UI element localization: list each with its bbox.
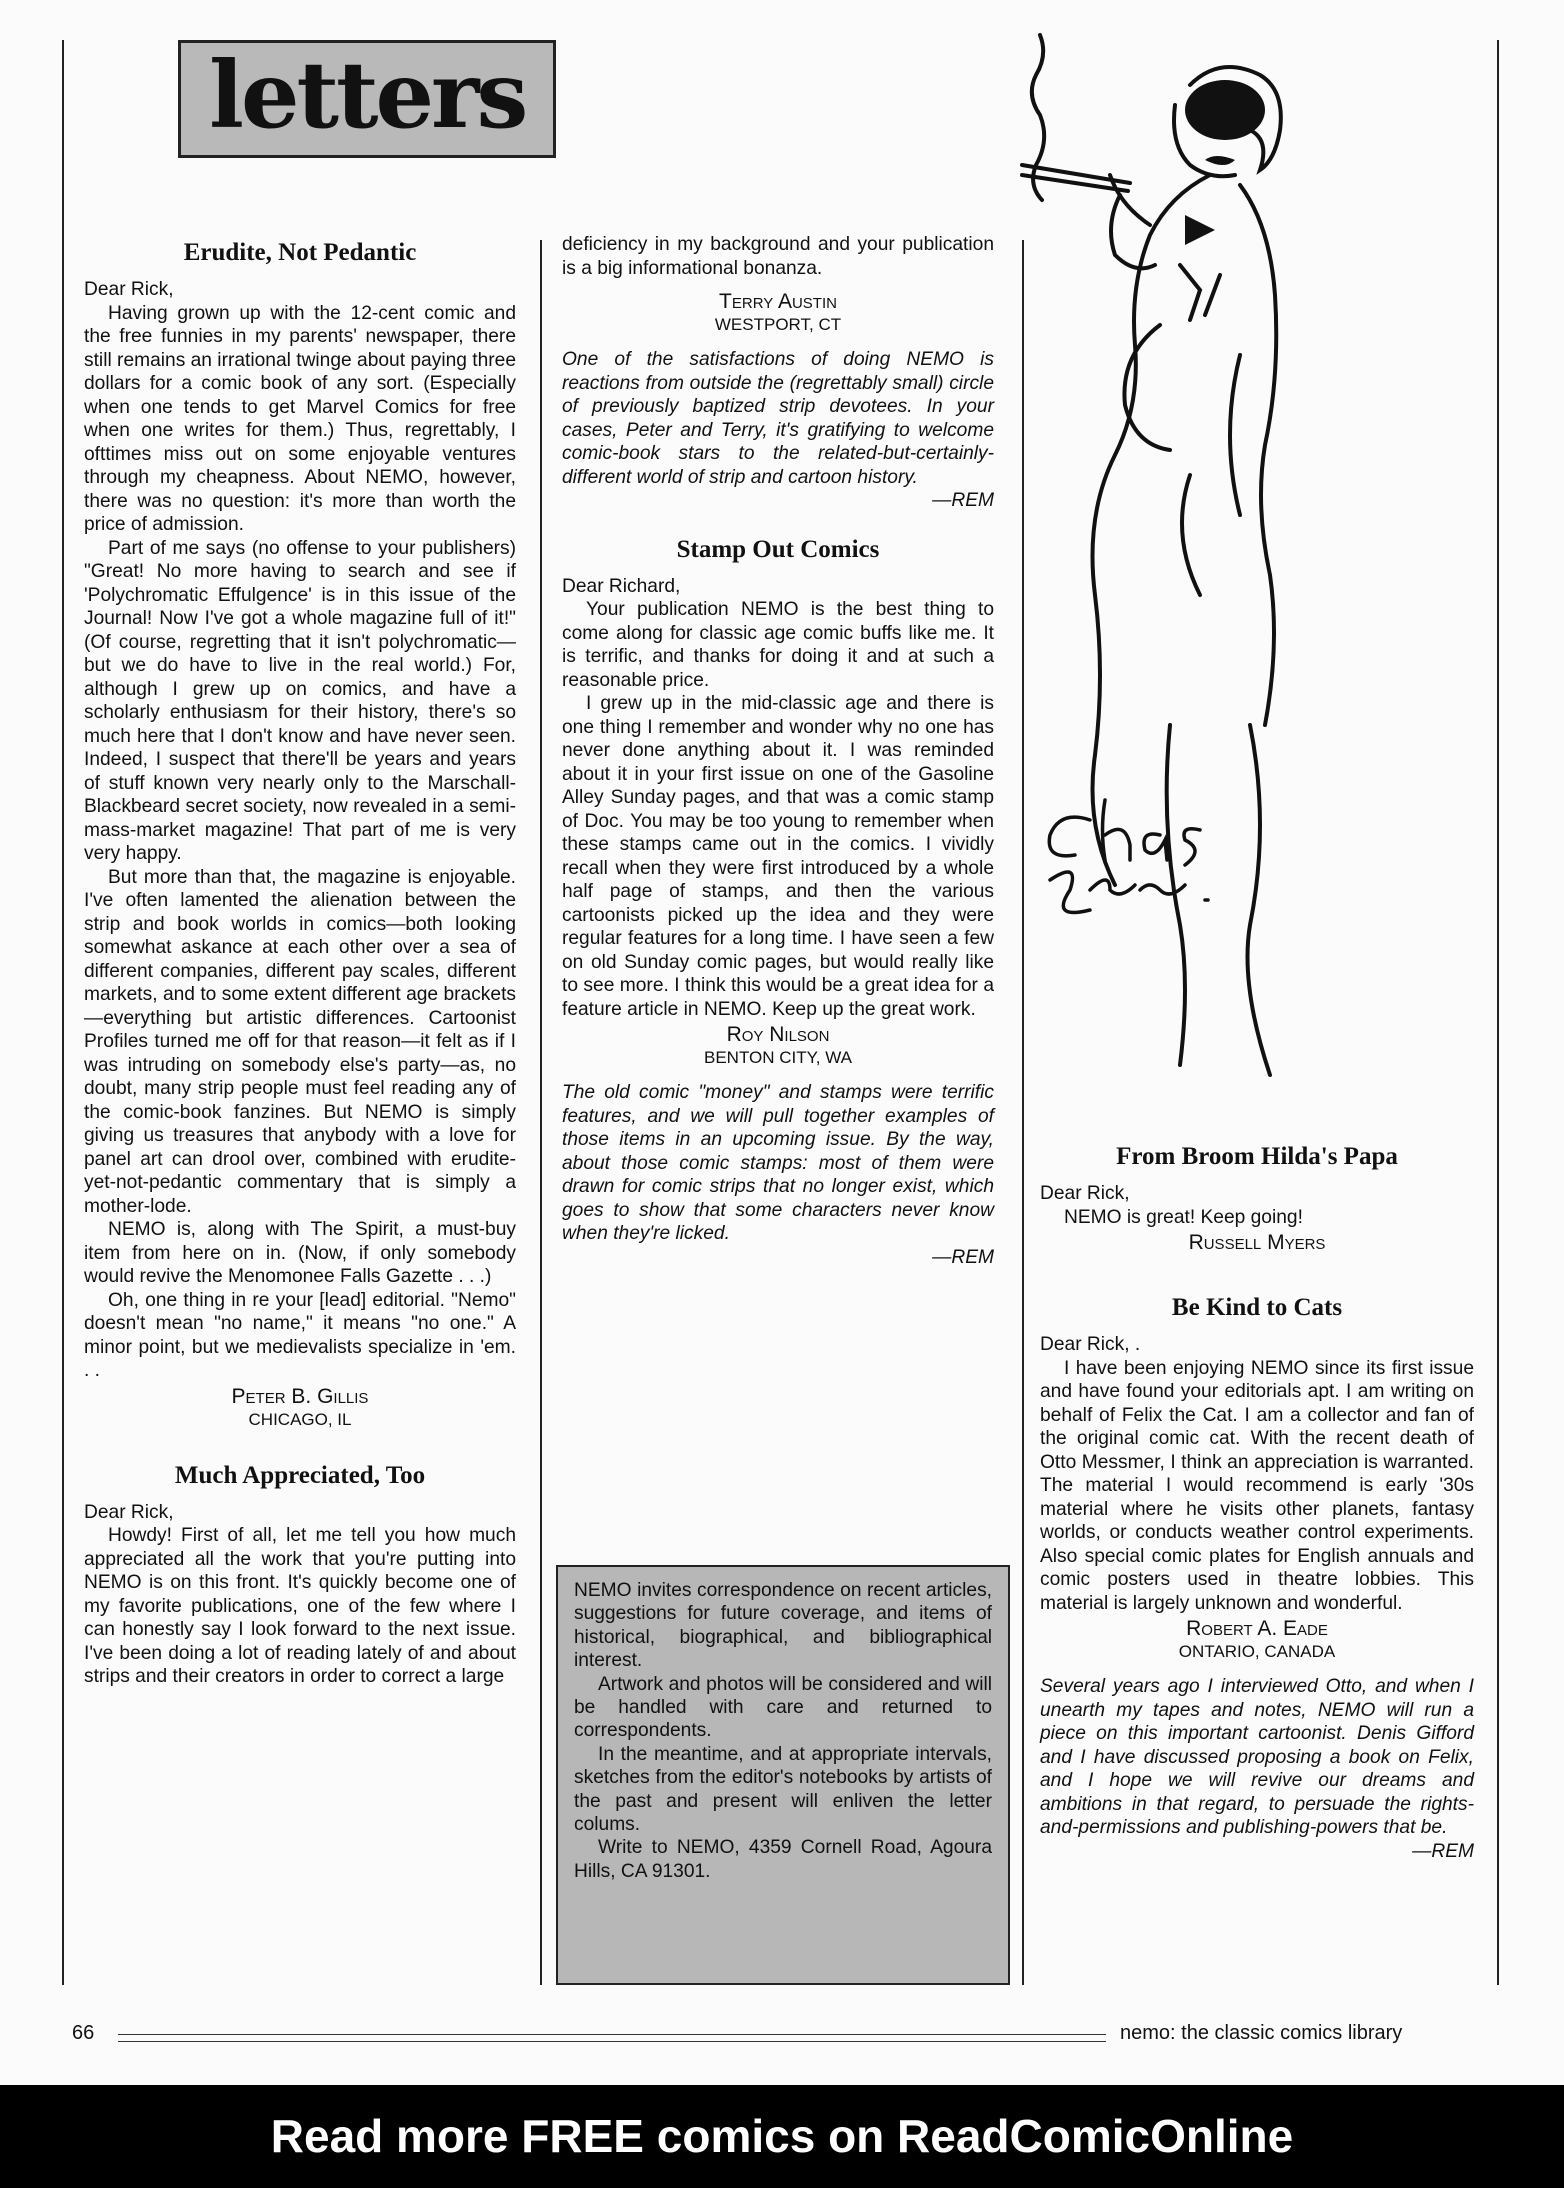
paragraph: NEMO is, along with The Spirit, a must-buy item from here on in. (Now, if only somebody would revive the Menomonee Falls Gazette . . .): [84, 1219, 516, 1287]
letter-heading: Stamp Out Comics: [676, 535, 880, 563]
paragraph: Part of me says (no offense to your publishers) "Great! No more having to search and see if 'Polychromatic Effulgence' is in this issue of the Journal! Now I've got a whole magazine full of it!" (Of course, regretting that it isn't polychromatic—but we do have to live in the real world.) For, although I grew up on comics, and have a scholarly enthusiasm for their history, there's so much here that I don't know and have never seen. Indeed, I suspect that there'll be years and years of stuff known very nearly only to the Marschall-Blackbeard secret society, now revealed in a semi-mass-market magazine! That part of me is very very happy.: [84, 537, 516, 864]
column-1: [84, 238, 516, 1689]
paragraph: Having grown up with the 12-cent comic and the free funnies in my parents' newspaper, there still remains an irrational twinge about paying three dollars for a comic book of any sort. (Especially when one tends to get Marvel Comics for free when one writes for them.) Thus, regrettably, I ofttimes miss out on some enjoyable ventures through my cheapness. About NEMO, however, there was no question: it's more than worth the price of admission.: [84, 302, 516, 535]
editor-reply: One of the satisfactions of doing NEMO is reactions from outside the (regrettably small) circle of previously baptized strip devotees. In your cases, Peter and Terry, it's gratifying to welcome comic-book stars to the related-but-certainly-different world of strip and cartoon history.: [562, 349, 994, 488]
location: WESTPORT, CT: [714, 315, 842, 334]
artist-signature-scribble: [1030, 790, 1230, 930]
signature: Russell Myers: [1188, 1231, 1326, 1254]
letter-heading: From Broom Hilda's Papa: [1116, 1143, 1398, 1170]
salutation: Dear Rick,: [1040, 1183, 1130, 1204]
column-3: [1040, 1142, 1474, 1863]
notice-paragraph: In the meantime, and at appropriate intervals, sketches from the editor's notebooks by artists of the past and present will enliven the letter colums.: [574, 1743, 992, 1836]
footer-rule: [118, 2034, 1106, 2042]
signature: Robert A. Eade: [1186, 1617, 1328, 1640]
location: ONTARIO, CANADA: [1178, 1642, 1336, 1661]
letters-masthead: [178, 40, 556, 158]
paragraph: I grew up in the mid-classic age and there is one thing I remember and wonder why no one has never done anything about it. I was reminded about it in your first issue on one of the Gasoline Alley Sunday pages, and that was a comic stamp of Doc. You may be too young to remember when these stamps came out in the comics. I vividly recall when they were first introduced by a whole half page of stamps, and then the various cartoonists picked up the idea and they were regular features for a long time. I have seen a few on old Sunday comic pages, but would really like to see more. I think this would be a great idea for a feature article in NEMO. Keep up the great work.: [562, 693, 994, 1020]
right-margin-rule: [1497, 40, 1499, 1985]
paragraph: NEMO is great! Keep going!: [1064, 1206, 1303, 1228]
column-2: [562, 233, 994, 1269]
signature: Roy Nilson: [726, 1023, 830, 1046]
salutation: Dear Richard,: [562, 575, 681, 597]
notice-paragraph: Artwork and photos will be considered and will be handled with care and returned to correspondents.: [574, 1673, 992, 1742]
letter-heading: Much Appreciated, Too: [174, 1461, 426, 1489]
signature: Peter B. Gillis: [231, 1384, 369, 1408]
left-margin-rule: [62, 40, 64, 1985]
signature: Terry Austin: [719, 290, 837, 313]
letter-heading: Be Kind to Cats: [1171, 1294, 1343, 1321]
salutation: Dear Rick, .: [1040, 1334, 1141, 1355]
paragraph: But more than that, the magazine is enjoyable. I've often lamented the alienation between the strip and book worlds in comics—both looking somewhat askance at each other over a sea of different companies, different pay scales, different markets, and to some extent different age brackets—everything but artistic differences. Cartoonist Profiles turned me off for that reason—it felt as if I was intruding on somebody else's party—as, no doubt, many strip people must feel reading any of the comic-book fanzines. But NEMO is simply giving us treasures that anybody with a love for panel art can drool over, combined with erudite-yet-not-pedantic commentary that is simply a mother-lode.: [84, 866, 516, 1217]
notice-paragraph: NEMO invites correspondence on recent articles, suggestions for future coverage, and items of historical, biographical, and bibliographical interest.: [574, 1580, 992, 1672]
paragraph-continuation: deficiency in my background and your publication is a big informational bonanza.: [562, 234, 994, 279]
paragraph: Howdy! First of all, let me tell you how much appreciated all the work that you're putting into NEMO is on this front. It's quickly become one of my favorite publications, one of the few where I can honestly say I look forward to the next issue. I've been doing a lot of reading lately of and about strips and their creators in order to correct a large: [84, 1525, 516, 1687]
editor-sign: —REM: [1412, 1840, 1474, 1862]
masthead-title: letters: [209, 41, 526, 149]
location: CHICAGO, IL: [248, 1409, 352, 1429]
page-number: 66: [72, 2022, 95, 2044]
editor-sign: —REM: [932, 1246, 994, 1268]
promo-banner-text[interactable]: Read more FREE comics on ReadComicOnline: [270, 2110, 1294, 2162]
editor-sign: —REM: [932, 490, 994, 511]
letter-heading: Erudite, Not Pedantic: [183, 239, 417, 266]
editor-reply: The old comic "money" and stamps were terrific features, and we will pull together examples of those items in an upcoming issue. By the way, about those comic stamps: most of them were drawn for comic strips that no longer exist, which goes to show that some characters never know when they're licked.: [562, 1082, 994, 1244]
paragraph: I have been enjoying NEMO since its first issue and have found your editorials apt. I am writing on behalf of Felix the Cat. I am a collector and fan of the original comic cat. With the recent death of Otto Messmer, I think an appreciation is warranted. The material I would recommend is early '30s material where he visits other planets, fantasy worlds, or conducts weather control experiments. Also special comic plates for English annuals and comic posters used in theatre lobbies. This material is largely unknown and wonderful.: [1040, 1357, 1474, 1614]
paragraph: Oh, one thing in re your [lead] editorial. "Nemo" doesn't mean "no name," it means "no one." A minor point, but we medievalists specialize in 'em. . .: [84, 1289, 516, 1381]
paragraph: Your publication NEMO is the best thing to come along for classic age comic buffs like me. It is terrific, and thanks for doing it and at such a reasonable price.: [562, 599, 994, 691]
salutation: Dear Rick,: [84, 1501, 174, 1523]
correspondence-notice-box: [556, 1565, 1010, 1985]
location: BENTON CITY, WA: [704, 1048, 852, 1067]
salutation: Dear Rick,: [84, 279, 174, 300]
running-title: nemo: the classic comics library: [1120, 2022, 1403, 2044]
editor-reply: Several years ago I interviewed Otto, and when I unearth my tapes and notes, NEMO will run a piece on this important cartoonist. Denis Gifford and I have discussed proposing a book on Felix, and I hope we will revive our dreams and ambitions in that regard, to persuade the rights-and-permissions and publishing-powers that be.: [1040, 1676, 1474, 1838]
promo-banner[interactable]: [0, 2085, 1564, 2188]
notice-paragraph: Write to NEMO, 4359 Cornell Road, Agoura Hills, CA 91301.: [574, 1837, 992, 1882]
column-rule-1: [540, 240, 542, 1985]
artist-signature: [1030, 790, 1230, 934]
